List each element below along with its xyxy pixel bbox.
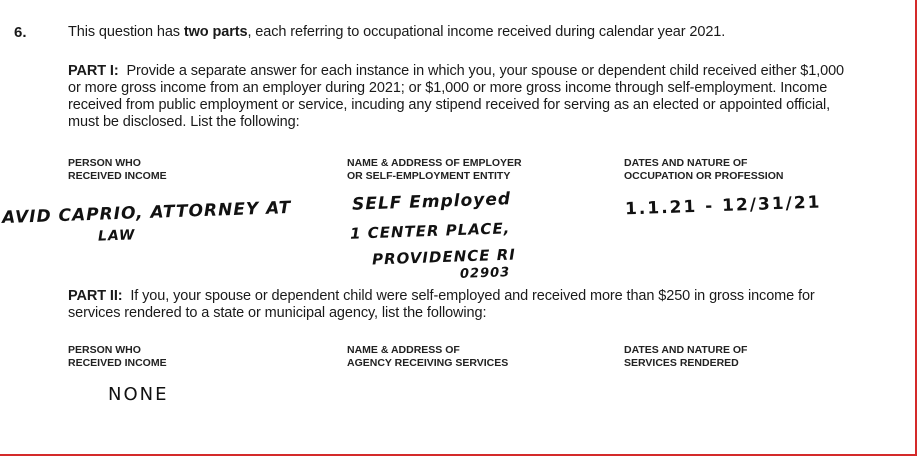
handwritten-none: NONE xyxy=(108,384,169,405)
part2-header-dates: DATES AND NATURE OF SERVICES RENDERED xyxy=(624,344,748,369)
part1-header-person: PERSON WHO RECEIVED INCOME xyxy=(68,157,167,182)
question-number: 6. xyxy=(14,24,27,41)
part2-header-agency: NAME & ADDRESS OF AGENCY RECEIVING SERVICES xyxy=(347,344,509,369)
part1-header-employer: NAME & ADDRESS OF EMPLOYER OR SELF-EMPLOYMENT ENTITY xyxy=(347,157,522,182)
handwritten-person-line2: LAW xyxy=(97,227,136,245)
part2-text: If you, your spouse or dependent child were self-employed and received more than $250 in gross income for services rendered to a state or municipal agency, list the following: xyxy=(68,288,815,321)
handwritten-dates: 1.1.21 - 12/31/21 xyxy=(624,192,822,220)
part1-header-dates: DATES AND NATURE OF OCCUPATION OR PROFESSION xyxy=(624,157,784,182)
handwritten-zip: 02903 xyxy=(459,265,511,282)
handwritten-address-line2: PROVIDENCE RI xyxy=(371,245,517,269)
part2-header-person: PERSON WHO RECEIVED INCOME xyxy=(68,344,167,369)
question-intro: This question has two parts, each referring to occupational income received during calendar year 2021. xyxy=(68,24,726,40)
handwritten-address-line1: 1 CENTER PLACE, xyxy=(349,219,511,243)
part1-text: Provide a separate answer for each instance in which you, your spouse or dependent child received either $1,000 or more gross income from an employer during 2021; or $1,000 or more gross income through self-employment. Income received from public employment or service, incuding any stipend received for serving as an elected or appointed official, must be disclosed. List the following: xyxy=(68,63,845,130)
handwritten-person: AVID CAPRIO, ATTORNEY AT xyxy=(1,197,292,229)
part1-label: PART I: xyxy=(68,63,119,79)
part2-paragraph xyxy=(68,288,848,322)
handwritten-employer: SELF Employed xyxy=(351,189,512,215)
part1-paragraph xyxy=(68,63,848,131)
part2-label: PART II: xyxy=(68,288,123,304)
